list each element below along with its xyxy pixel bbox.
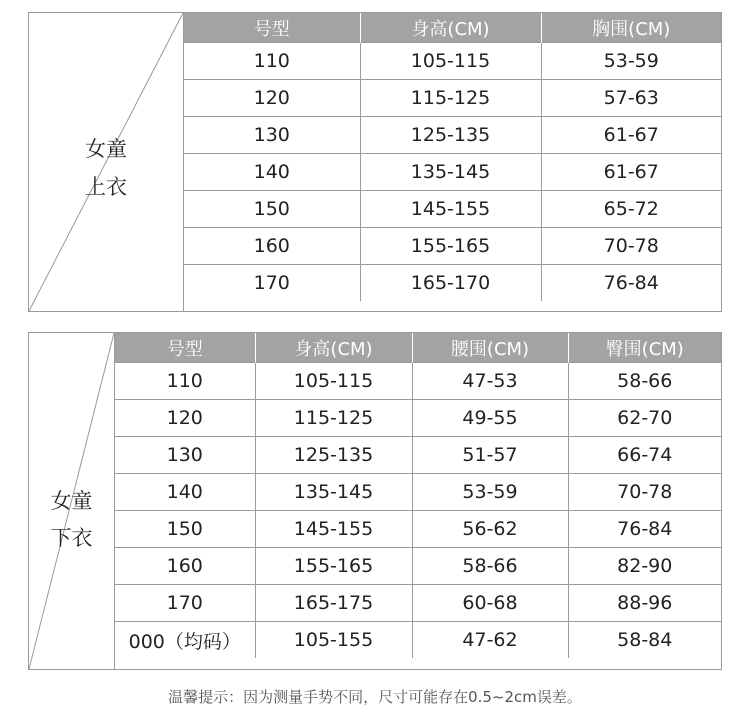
- table-cell: 135-145: [360, 154, 541, 191]
- table-row: [184, 154, 721, 191]
- header-waist: 腰围(CM): [412, 333, 568, 363]
- table-cell: 61-67: [541, 117, 721, 154]
- bottom-category-line1: 女童: [50, 489, 93, 513]
- table-cell: 65-72: [541, 191, 721, 228]
- top-size-table-block: [28, 12, 722, 312]
- table-row: [184, 80, 721, 117]
- top-header-row: [184, 13, 721, 43]
- table-cell: 160: [184, 228, 360, 265]
- table-cell: 160: [115, 548, 255, 585]
- table-cell: 88-96: [568, 585, 721, 622]
- table-cell: 47-62: [412, 622, 568, 659]
- top-category-line2: 上衣: [85, 175, 127, 199]
- header-height: 身高(CM): [255, 333, 412, 363]
- top-category-line1: 女童: [85, 137, 127, 161]
- table-cell: 56-62: [412, 511, 568, 548]
- table-row: [184, 43, 721, 80]
- header-height: 身高(CM): [360, 13, 541, 43]
- bottom-size-table: [115, 333, 721, 658]
- table-cell: 70-78: [541, 228, 721, 265]
- table-row: [115, 400, 721, 437]
- table-cell: 62-70: [568, 400, 721, 437]
- table-cell: 130: [115, 437, 255, 474]
- table-cell: 60-68: [412, 585, 568, 622]
- table-cell: 61-67: [541, 154, 721, 191]
- table-cell: 70-78: [568, 474, 721, 511]
- table-cell: 165-175: [255, 585, 412, 622]
- table-row: [184, 117, 721, 154]
- header-chest: 胸围(CM): [541, 13, 721, 43]
- table-cell: 115-125: [255, 400, 412, 437]
- table-cell: 49-55: [412, 400, 568, 437]
- table-cell: 58-66: [412, 548, 568, 585]
- table-row: [184, 191, 721, 228]
- table-cell: 140: [115, 474, 255, 511]
- table-cell: 105-115: [360, 43, 541, 80]
- bottom-category-cell: [29, 333, 115, 669]
- table-cell: 105-115: [255, 363, 412, 400]
- table-cell: 120: [184, 80, 360, 117]
- table-cell: 145-155: [360, 191, 541, 228]
- table-cell: 155-165: [255, 548, 412, 585]
- table-cell: 76-84: [568, 511, 721, 548]
- table-cell: 110: [115, 363, 255, 400]
- table-cell: 125-135: [360, 117, 541, 154]
- table-row: [184, 265, 721, 302]
- table-row: [115, 474, 721, 511]
- table-row: [115, 511, 721, 548]
- table-cell: 66-74: [568, 437, 721, 474]
- table-cell: 53-59: [412, 474, 568, 511]
- table-cell: 135-145: [255, 474, 412, 511]
- table-cell: 145-155: [255, 511, 412, 548]
- table-cell: 170: [184, 265, 360, 302]
- table-cell: 58-66: [568, 363, 721, 400]
- table-cell: 000（均码）: [115, 622, 255, 659]
- header-size: 号型: [115, 333, 255, 363]
- table-cell: 150: [115, 511, 255, 548]
- table-row: [115, 437, 721, 474]
- table-row: [115, 548, 721, 585]
- table-cell: 82-90: [568, 548, 721, 585]
- bottom-size-table-block: [28, 332, 722, 670]
- header-size: 号型: [184, 13, 360, 43]
- table-cell: 51-57: [412, 437, 568, 474]
- table-cell: 58-84: [568, 622, 721, 659]
- table-row: [115, 622, 721, 659]
- table-cell: 57-63: [541, 80, 721, 117]
- header-hip: 臀围(CM): [568, 333, 721, 363]
- bottom-category-line2: 下衣: [50, 526, 93, 550]
- table-row: [115, 363, 721, 400]
- table-cell: 47-53: [412, 363, 568, 400]
- table-cell: 115-125: [360, 80, 541, 117]
- bottom-header-row: [115, 333, 721, 363]
- table-row: [184, 228, 721, 265]
- table-row: [115, 585, 721, 622]
- table-cell: 105-155: [255, 622, 412, 659]
- table-cell: 120: [115, 400, 255, 437]
- table-cell: 150: [184, 191, 360, 228]
- table-cell: 140: [184, 154, 360, 191]
- table-cell: 53-59: [541, 43, 721, 80]
- top-size-table: [184, 13, 721, 301]
- table-cell: 76-84: [541, 265, 721, 302]
- table-cell: 130: [184, 117, 360, 154]
- table-cell: 125-135: [255, 437, 412, 474]
- table-cell: 170: [115, 585, 255, 622]
- table-cell: 110: [184, 43, 360, 80]
- table-cell: 165-170: [360, 265, 541, 302]
- table-cell: 155-165: [360, 228, 541, 265]
- measurement-note: 温馨提示：因为测量手势不同，尺寸可能存在0.5~2cm误差。: [168, 688, 582, 706]
- top-category-cell: [29, 13, 184, 311]
